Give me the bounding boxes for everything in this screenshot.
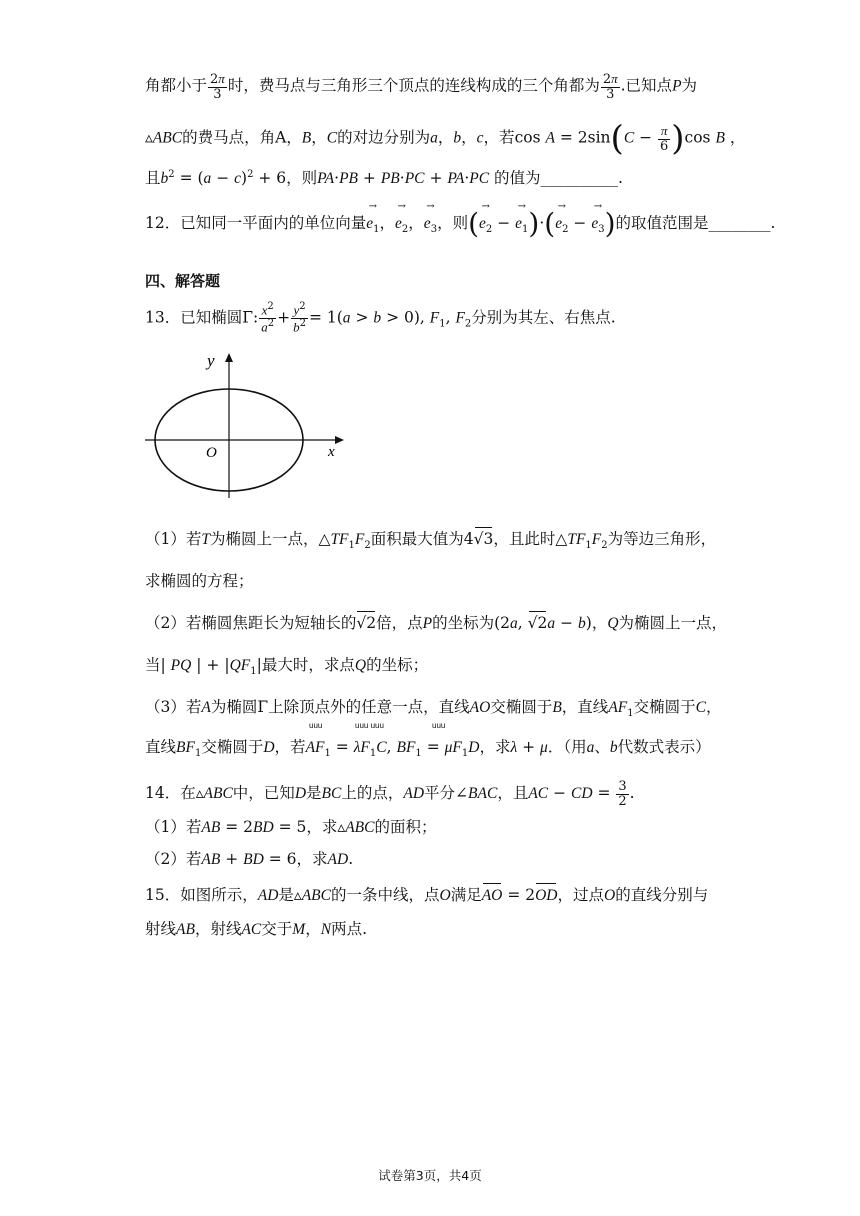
uuu-mark-3: uuu [432, 721, 446, 730]
q11-line-3: 且$b^2 = (a - c)^2 + 6$，则PA·PB + PB·PC + PA·PC 的值为__________. [145, 169, 623, 188]
q11-line-1: 角都小于 $\frac{2\pi}{3}$ 时，费马点与三角形三个顶点的连线构成的三个角都为 $\frac{2\pi}{3}$ .已知点P为 [145, 71, 698, 102]
q14-stem: 14．在▵ABC中，已知D是BC上的点，AD平分∠BAC，且AC − CD = $\frac{3}{2}$ . [145, 779, 635, 809]
q12-line: 12．已知同一平面内的单位向量→ $e_1$，→ $e_2$，→ $e_3$，则(→ $e_2$ − → $e_1)\cdot(\to e_2$ − → $e_3$)的取值范围是________. [145, 214, 740, 237]
q13-part1-line1: （1）若T为椭圆上一点，$\triangle TF_1F_2$面积最大值为4√3，且此时$\triangle TF_1F_2$为等边三角形， [145, 530, 717, 552]
x-axis-arrow [335, 436, 344, 444]
q15-line1: 15．如图所示，AD是▵ABC的一条中线，点O满足AO = 2OD，过点O的直线分别与 [145, 886, 709, 904]
q13-part2-line2: 当| PQ | + $|QF_1|$最大时，求点Q的坐标； [145, 656, 429, 678]
y-axis-label: y [207, 351, 215, 370]
origin-label: O [206, 445, 217, 461]
q13-part1-line2: 求椭圆的方程； [145, 572, 254, 590]
q15-line2: 射线AB，射线AC交于M，N两点. [145, 920, 368, 938]
ellipse-figure [140, 348, 350, 508]
q13-part3-line2: 直线$BF_1$交椭圆于D，若$AF_1 = \lambda F_1C$, $BF_1 = \mu F_1D$，求λ + μ．（用a、b代数式表示） [145, 738, 711, 760]
section-heading: 四、解答题 [145, 272, 221, 290]
uuu-mark-1: uuu [309, 721, 323, 730]
q11-line-2: ▵ABC的费马点，角A，B，C的对边分别为a，b，c，若cos A = 2sin(C − $\frac{\pi}{6}$ )cos B ， [145, 118, 746, 159]
q14-part2: （2）若AB + BD = 6，求AD. [145, 850, 354, 868]
x-axis-label: x [328, 444, 335, 460]
page-footer: 试卷第3页，共4页 [378, 1168, 482, 1183]
y-axis-arrow [225, 353, 233, 362]
q13-part2-line1: （2）若椭圆焦距长为短轴长的√2倍，点P的坐标为(2a, √2a − b)，Q为椭圆上一点， [145, 614, 728, 632]
q14-part1: （1）若AB = 2BD = 5，求▵ABC的面积； [145, 818, 437, 836]
uuu-mark-2: uuu uuu [355, 721, 384, 730]
q13-stem: 13．已知椭圆Γ: $\frac{x^2}{a^2}$ + $\frac{y^2}{b^2}$ = 1(a > b > 0), $F_1$, $F_2$分别为其左、右焦点. [145, 301, 616, 335]
q13-part3-line1: （3）若A为椭圆Γ上除顶点外的任意一点，直线AO交椭圆于B，直线$AF_1$交椭圆于C， [145, 698, 722, 720]
